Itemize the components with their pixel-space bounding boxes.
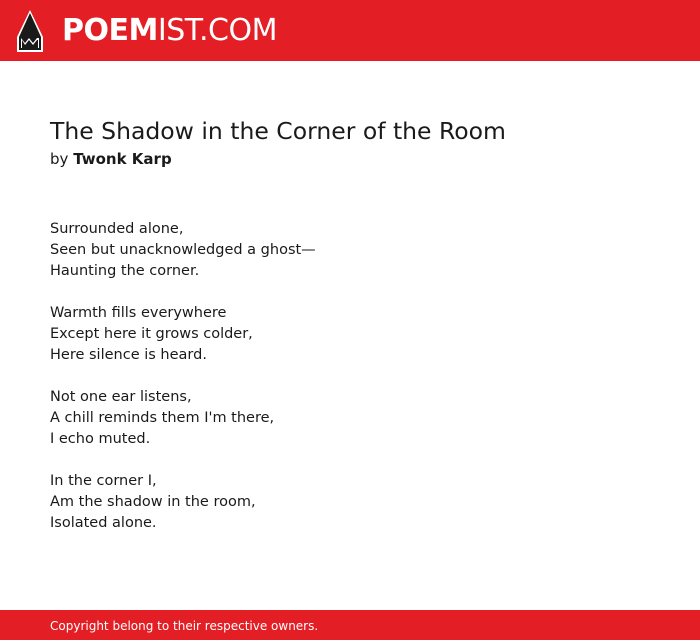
stanza bbox=[50, 387, 316, 450]
poem-line: Surrounded alone, bbox=[50, 221, 184, 237]
poem-line: Here silence is heard. bbox=[50, 347, 207, 363]
site-logo-text[interactable] bbox=[62, 13, 277, 49]
poem-line: A chill reminds them I'm there, bbox=[50, 410, 275, 426]
stanza bbox=[50, 471, 316, 534]
poem-line: Not one ear listens, bbox=[50, 389, 192, 405]
author-name: Twonk Karp bbox=[73, 150, 172, 168]
site-footer bbox=[0, 610, 700, 640]
poem-line: Seen but unacknowledged a ghost— bbox=[50, 242, 316, 258]
poem-line: I echo muted. bbox=[50, 431, 151, 447]
poem-line: In the corner I, bbox=[50, 473, 157, 489]
poem-title: The Shadow in the Corner of the Room bbox=[50, 117, 506, 145]
poem-line: Haunting the corner. bbox=[50, 263, 200, 279]
pencil-tip-icon[interactable] bbox=[17, 10, 43, 52]
by-label: by bbox=[50, 150, 69, 168]
poem-line: Warmth fills everywhere bbox=[50, 305, 227, 321]
site-header bbox=[0, 0, 700, 61]
stanza bbox=[50, 303, 316, 366]
poem-body bbox=[50, 219, 316, 555]
poem-line: Isolated alone. bbox=[50, 515, 157, 531]
byline bbox=[50, 149, 172, 169]
copyright-text: Copyright belong to their respective owners. bbox=[50, 619, 319, 633]
poem-line: Am the shadow in the room, bbox=[50, 494, 256, 510]
brand-light: IST.COM bbox=[157, 13, 277, 48]
brand-bold: POEM bbox=[62, 13, 158, 48]
stanza bbox=[50, 219, 316, 282]
poem-line: Except here it grows colder, bbox=[50, 326, 253, 342]
